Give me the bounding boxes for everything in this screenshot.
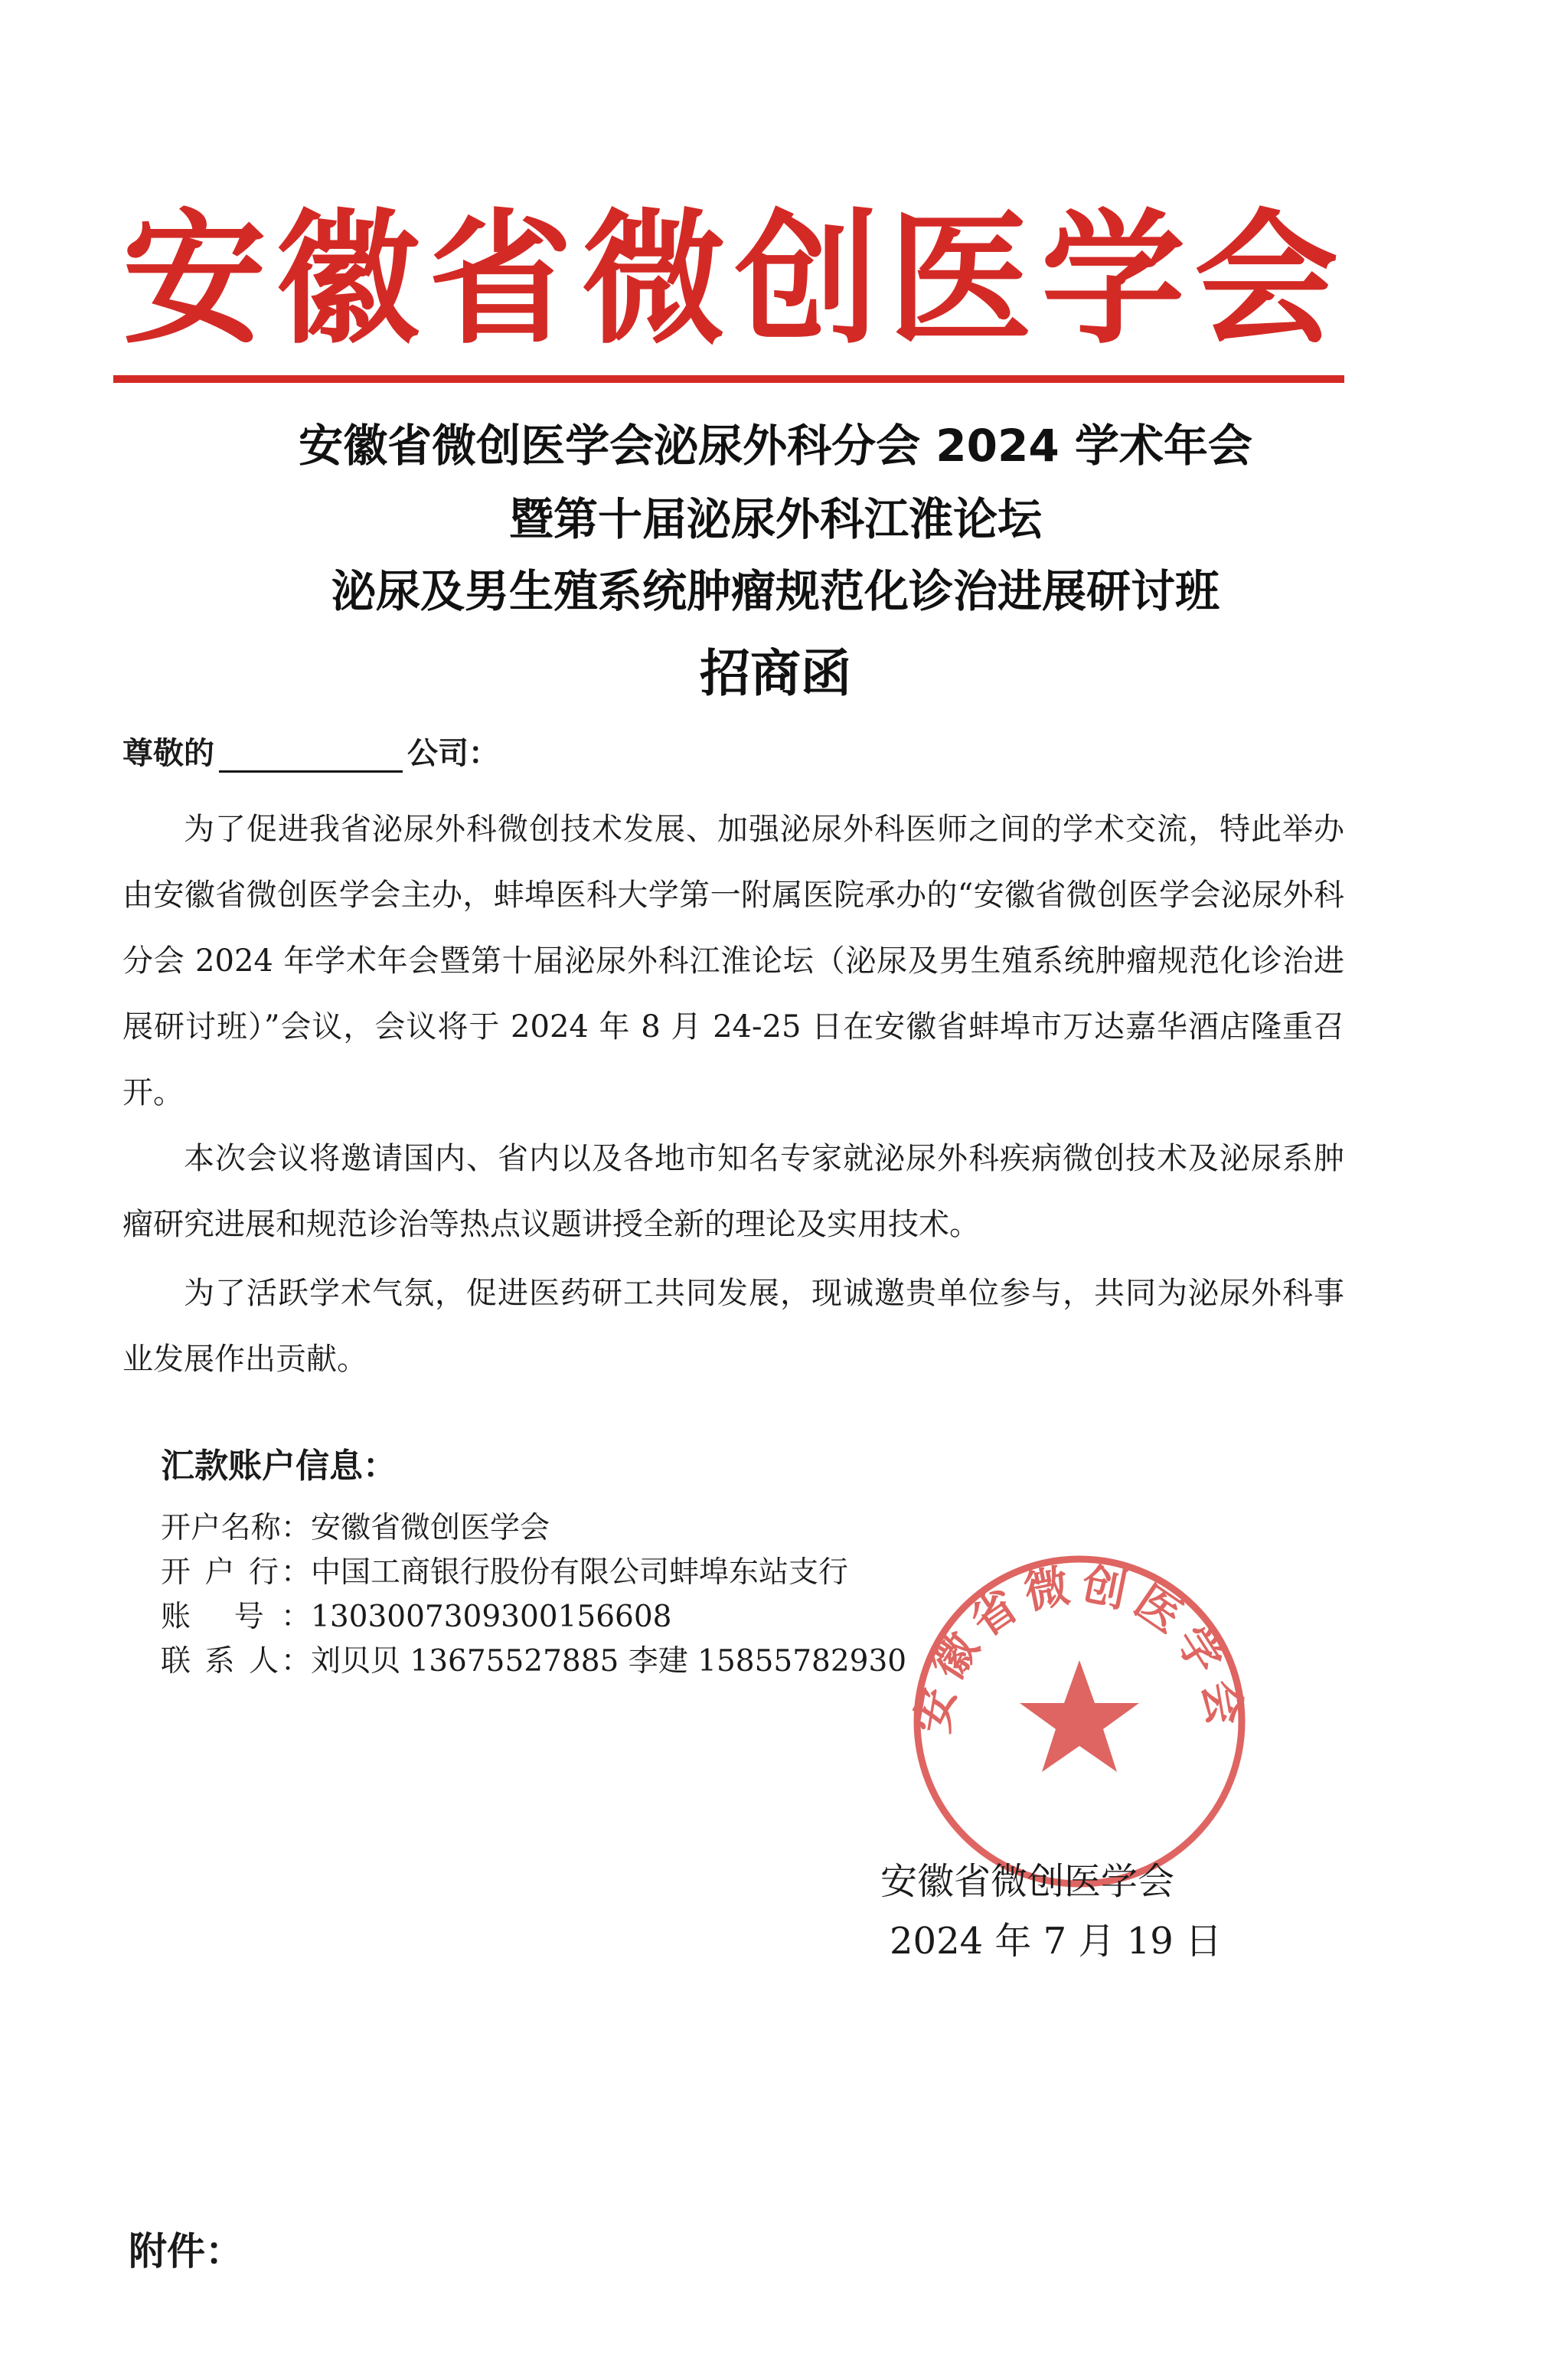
company-name-blank: [219, 737, 403, 773]
letterhead-org-name: 安徽省微创医学会: [122, 195, 1347, 364]
body-paragraph-2: 本次会议将邀请国内、省内以及各地市知名专家就泌尿外科疾病微创技术及泌尿系肿瘤研究进展和规范诊治等热点议题讲授全新的理论及实用技术。: [122, 1141, 1344, 1242]
letterhead-divider: [113, 375, 1344, 383]
salutation-prefix: 尊敬的: [122, 736, 214, 771]
account-row-value: 安徽省微创医学会: [311, 1511, 550, 1545]
signature-date: 2024 年 7 月 19 日: [890, 1920, 1223, 1963]
document-title-line3: 泌尿及男生殖系统肿瘤规范化诊治进展研讨班: [331, 565, 1220, 617]
account-row-name: [161, 1507, 550, 1550]
account-row-number: [161, 1596, 671, 1639]
account-row-label: 开 户 行：: [161, 1555, 311, 1590]
account-info-heading: 汇款账户信息：: [161, 1447, 397, 1486]
salutation: [122, 729, 499, 773]
account-row-label: 联 系 人：: [161, 1644, 311, 1679]
body-paragraph-1: 为了促进我省泌尿外科微创技术发展、加强泌尿外科医师之间的学术交流，特此举办由安徽省微创医学会主办，蚌埠医科大学第一附属医院承办的“安徽省微创医学会泌尿外科分会 2024 年学术年会暨第十届泌尿外科江淮论坛（泌尿及男生殖系统肿瘤规范化诊治进展研讨班）”会议，会议将于 2024 年 8 月 24-25 日在安徽省蚌埠市万达嘉华酒店隆重召开。: [122, 812, 1344, 1110]
document-type-heading: 招商函: [700, 644, 851, 703]
document-title-line1: 安徽省微创医学会泌尿外科分会 2024 学术年会: [299, 420, 1252, 472]
account-row-label: 账 号：: [161, 1600, 311, 1634]
seal-star-icon: [1020, 1660, 1139, 1772]
signature-org: 安徽省微创医学会: [880, 1860, 1175, 1903]
body-paragraph-3: 为了活跃学术气氛，促进医药研工共同发展，现诚邀贵单位参与，共同为泌尿外科事业发展作出贡献。: [122, 1276, 1344, 1377]
account-row-label: 开户名称：: [161, 1511, 311, 1545]
account-row-value: 中国工商银行股份有限公司蚌埠东站支行: [311, 1555, 849, 1590]
document-title-line2: 暨第十届泌尿外科江淮论坛: [508, 493, 1042, 545]
account-row-bank: [161, 1551, 848, 1594]
account-row-value: 刘贝贝 13675527885 李建 15855782930: [311, 1644, 907, 1679]
account-row-value: 1303007309300156608: [311, 1600, 672, 1634]
seal-text: 安徽省微创医学会: [906, 1558, 1253, 1737]
salutation-suffix: 公司：: [407, 736, 499, 771]
official-seal: [903, 1545, 1255, 1898]
account-row-contact: [161, 1640, 906, 1683]
attachment-label: 附件：: [129, 2229, 243, 2274]
